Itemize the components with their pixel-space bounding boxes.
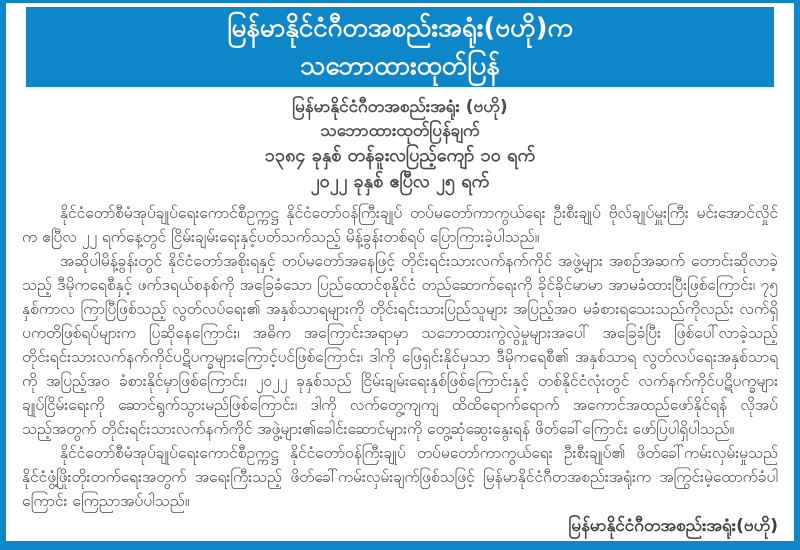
date-gregorian-calendar: ၂၀၂၂ ခုနှစ် ဧပြီလ ၂၅ ရက်: [310, 171, 490, 192]
date-myanmar-calendar: ၁၃၈၄ ခုနှစ် တန်ခူးလပြည့်ကျော် ၁၀ ရက်: [264, 145, 536, 166]
paragraph-3: နိုင်ငံတော်စီမံအုပ်ချုပ်ရေးကောင်စီဥက္ကဋ္ဌ နိုင်ငံတော်ဝန်ကြီးချုပ် တပ်မတော်ကာကွယ်ရေး ဦးစီးချုပ်၏ ဖိတ်ခေါ်ကမ်းလှမ်းမှုသည် နိုင်ငံဖွံ့ဖြိုးတိုးတက်ရေးအတွက် အရေးကြီးသည့် ဖိတ်ခေါ်ကမ်းလှမ်းချက်ဖြစ်သဖြင့် မြန်မာနိုင်ငံဂီတအစည်းအရုံးက အကြွင်းမဲ့ထောက်ခံပါကြောင်း ကြေညာအပ်ပါသည်။: [22, 444, 778, 510]
statement-body: [22, 201, 778, 513]
paragraph-2: အဆိုပါမိန့်ခွန်းတွင် နိုင်ငံတော်အစိုးရနှင့် တပ်မတော်အနေဖြင့် တိုင်းရင်းသားလက်နက်ကိုင် အဖွဲ့များ အစဉ်အဆက် တောင်းဆိုလာခဲ့သည့် ဒီမိုကရေစီနှင့် ဖက်ဒရယ်စနစ်ကို အခြေခံသော ပြည်ထောင်စုနိုင်ငံ တည်ဆောက်ရေးကို ခိုင်ခိုင်မာမာ အာမခံထားပြီးဖြစ်ကြောင်း၊ ၇၅ နှစ်ကာလ ကြာပြီဖြစ်သည့် လွတ်လပ်ရေး၏ အနှစ်သာရများကို တိုင်းရင်းသားပြည်သူများ အပြည့်အဝ မခံစားရသေးသည်ကိုလည်း လက်ရှိပကတိဖြစ်ရပ်များက ပြဆိုနေကြောင်း၊ အဓိက အကြောင်းအရာမှာ သဘောထားကွဲလွဲမှုများအပေါ် အခြေခံပြီး ဖြစ်ပေါ်လာခဲ့သည့် တိုင်းရင်းသားလက်နက်ကိုင်ပဋိပက္ခများကြောင့်ပင်ဖြစ်ကြောင်း၊ ဒါကို ဖြေရှင်းနိုင်မှသာ ဒီမိုကရေစီ၏ အနှစ်သာရ လွတ်လပ်ရေးအနှစ်သာရကို အပြည့်အဝ ခံစားနိုင်မှာဖြစ်ကြောင်း၊ ၂၀၂၂ ခုနှစ်သည် ငြိမ်းချမ်းရေးနှစ်ဖြစ်ကြောင်းနှင့် တစ်နိုင်ငံလုံးတွင် လက်နက်ကိုင်ပဋိပက္ခများ ချုပ်ငြိမ်းရေးကို ဆောင်ရွက်သွားမည်ဖြစ်ကြောင်း၊ ဒါကို လက်တွေ့ကျကျ ထိထိရောက်ရောက် အကောင်အထည်ဖော်နိုင်ရန် လိုအပ်သည့်အတွက် တိုင်းရင်းသားလက်နက်ကိုင် အဖွဲ့များ၏ခေါင်းဆောင်များကို တွေ့ဆုံဆွေးနွေးရန် ဖိတ်ခေါ်ကြောင်း ဖော်ပြပါရှိပါသည်။: [22, 252, 778, 438]
organization-name: မြန်မာနိုင်ငံဂီတအစည်းအရုံး (ဗဟို): [292, 97, 508, 117]
paragraph-1: နိုင်ငံတော်စီမံအုပ်ချုပ်ရေးကောင်စီဥက္ကဋ္ဌ နိုင်ငံတော်ဝန်ကြီးချုပ် တပ်မတော်ကာကွယ်ရေး ဦးစီးချုပ် ဗိုလ်ချုပ်မှူးကြီး မင်းအောင်လှိုင်က ဧပြီလ ၂၂ ရက်နေ့တွင် ငြိမ်းချမ်းရေးနှင့်ပတ်သက်သည့် မိန့်ခွန်းတစ်ရပ် ပြောကြားခဲ့ပါသည်။: [22, 204, 778, 246]
document-title-block: [6, 95, 794, 195]
banner-title-line-1: မြန်မာနိုင်ငံဂီတအစည်းအရုံး(ဗဟို)က: [227, 13, 573, 43]
banner-title-line-2: သဘောထားထုတ်ပြန်: [300, 51, 500, 81]
signature-organization: မြန်မာနိုင်ငံဂီတအစည်းအရုံး(ဗဟို): [568, 516, 778, 536]
document-type: သဘောထားထုတ်ပြန်ချက်: [320, 121, 480, 141]
header-banner: [26, 7, 774, 87]
